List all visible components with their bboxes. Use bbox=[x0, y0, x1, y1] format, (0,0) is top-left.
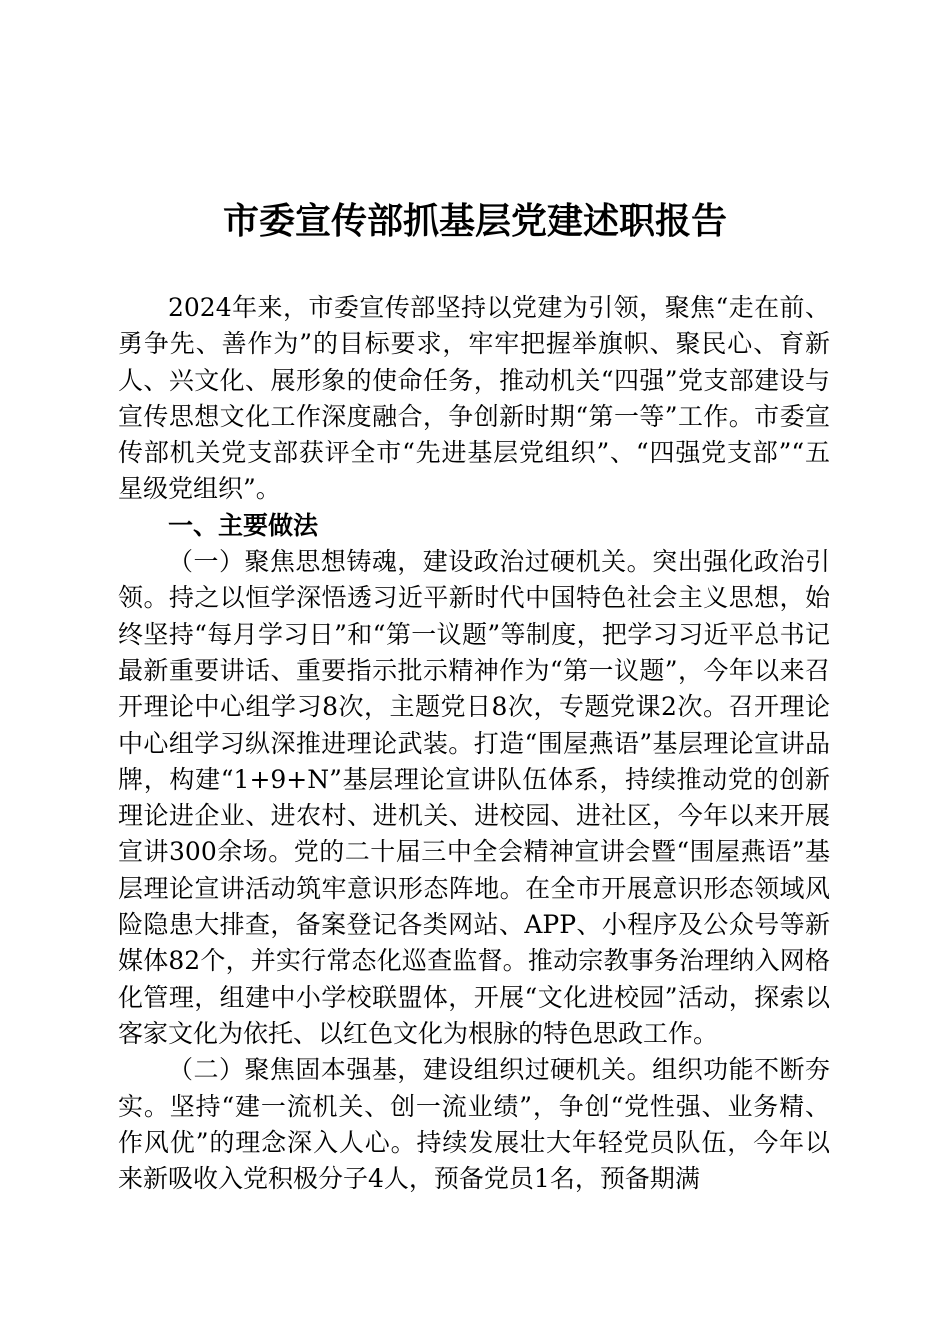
subsection-2-text: 组织功能不断夯实。坚持“建一流机关、创一流业绩”，争创“党性强、业务精、作风优”的理念深入人心。持续发展壮大年轻党员队伍，今年以来新吸收入党积极分子4人，预备党员1名，预备期满 bbox=[118, 1055, 830, 1194]
document-body bbox=[118, 290, 830, 1197]
subsection-1-text: 突出强化政治引领。持之以恒学深悟透习近平新时代中国特色社会主义思想，始终坚持“每月学习日”和“第一议题”等制度，把学习习近平总书记最新重要讲话、重要指示批示精神作为“第一议题”，今年以来召开理论中心组学习8次，主题党日8次，专题党课2次。召开理论中心组学习纵深推进理论武装。打造“围屋燕语”基层理论宣讲品牌，构建“1+9+N”基层理论宣讲队伍体系，持续推动党的创新理论进企业、进农村、进机关、进校园、进社区，今年以来开展宣讲300余场。党的二十届三中全会精神宣讲会暨“围屋燕语”基层理论宣讲活动筑牢意识形态阵地。在全市开展意识形态领域风险隐患大排查，备案登记各类网站、APP、小程序及公众号等新媒体82个，并实行常态化巡查监督。推动宗教事务治理纳入网格化管理，组建中小学校联盟体，开展“文化进校园”活动，探索以客家文化为依托、以红色文化为根脉的特色思政工作。 bbox=[118, 547, 830, 1048]
subsection-2-paragraph bbox=[118, 1052, 830, 1197]
section-heading-main-practices: 一、主要做法 bbox=[168, 510, 319, 540]
subsection-2-heading: （二）聚焦固本强基，建设组织过硬机关。 bbox=[168, 1055, 653, 1085]
document-title: 市委宣传部抓基层党建述职报告 bbox=[222, 200, 727, 242]
subsection-1-paragraph bbox=[118, 544, 830, 1052]
intro-paragraph: 2024年来，市委宣传部坚持以党建为引领，聚焦“走在前、勇争先、善作为”的目标要求，牢牢把握举旗帜、聚民心、育新人、兴文化、展形象的使命任务，推动机关“四强”党支部建设与宣传思想文化工作深度融合，争创新时期“第一等”工作。市委宣传部机关党支部获评全市“先进基层党组织”、“四强党支部”“五星级党组织”。 bbox=[118, 293, 830, 504]
subsection-1-heading: （一）聚焦思想铸魂，建设政治过硬机关。 bbox=[168, 547, 653, 577]
